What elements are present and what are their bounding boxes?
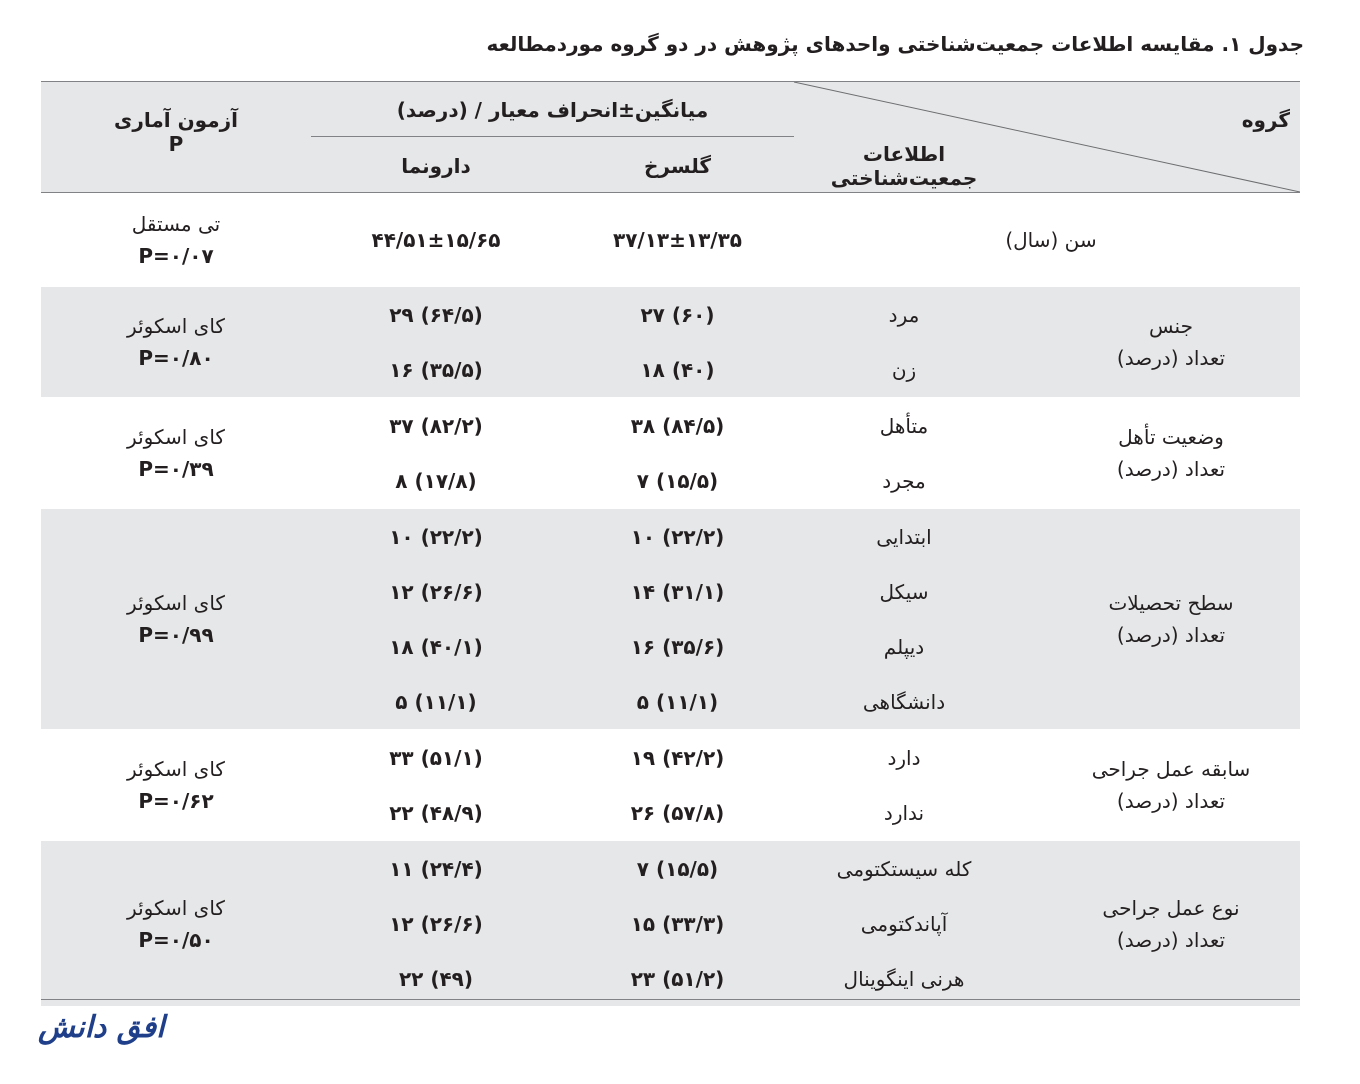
subgroup-label: متأهل xyxy=(879,413,929,438)
subgroup-label: هرنی اینگوینال xyxy=(843,966,965,991)
category-cell xyxy=(1051,753,1291,817)
test-cell xyxy=(41,587,311,651)
p-value: P=۰/۹۹ xyxy=(138,623,214,647)
header-test-p: P xyxy=(168,132,184,156)
test-cell xyxy=(41,753,311,817)
subgroup-label: سیکل xyxy=(879,579,929,604)
category-cell xyxy=(1051,310,1291,374)
placebo-value: ۱۸ (۴۰/۱) xyxy=(389,634,483,659)
golsorkh-value: ۵ (۱۱/۱) xyxy=(636,689,719,714)
header-test-title: آزمون آماری xyxy=(114,108,238,132)
category-label: سطح تحصیلات xyxy=(1108,591,1234,615)
header-subdivider xyxy=(311,136,794,137)
table-block xyxy=(41,286,1300,397)
subgroup-label: دیپلم xyxy=(883,634,925,659)
subgroup-label: ابتدایی xyxy=(876,524,932,549)
placebo-value: ۵ (۱۱/۱) xyxy=(395,689,477,714)
category-sub-label: تعداد (درصد) xyxy=(1116,927,1226,952)
table-block xyxy=(41,193,1300,286)
golsorkh-value: ۷ (۱۵/۵) xyxy=(636,856,719,881)
journal-logo: افق دانش xyxy=(38,1010,165,1045)
golsorkh-value: ۱۹ (۴۲/۲) xyxy=(630,745,725,770)
p-value: P=۰/۰۷ xyxy=(138,244,214,268)
header-group: گروه xyxy=(1241,108,1290,132)
p-value: P=۰/۳۹ xyxy=(138,457,214,481)
subgroup-label: آپاندکتومی xyxy=(860,911,948,936)
placebo-value: ۱۰ (۲۲/۲) xyxy=(389,524,483,549)
demographics-table xyxy=(41,81,1300,1006)
placebo-value: ۳۳ (۵۱/۱) xyxy=(389,745,483,770)
golsorkh-value: ۷ (۱۵/۵) xyxy=(636,468,719,493)
placebo-value: ۲۲ (۴۹) xyxy=(398,966,474,991)
test-cell xyxy=(41,892,311,956)
subgroup-label: دارد xyxy=(887,745,921,770)
category-label: سابقه عمل جراحی xyxy=(1091,757,1251,781)
p-value: P=۰/۵۰ xyxy=(138,927,214,952)
placebo-value: ۲۲ (۴۸/۹) xyxy=(389,800,483,825)
golsorkh-value: ۳۸ (۸۴/۵) xyxy=(630,413,725,438)
subgroup-label: زن xyxy=(891,357,917,382)
header-test xyxy=(41,108,311,156)
subgroup-label: کله سیستکتومی xyxy=(836,856,972,881)
category-cell xyxy=(901,224,1201,256)
placebo-value: ۴۴/۵۱±۱۵/۶۵ xyxy=(371,228,501,252)
test-cell xyxy=(41,310,311,374)
header-mean-sd: میانگین±انحراف معیار / (درصد) xyxy=(396,98,709,122)
table-block xyxy=(41,840,1300,1006)
golsorkh-value: ۲۷ (۶۰) xyxy=(640,302,715,327)
header-demographic: اطلاعات جمعیت‌شناختی xyxy=(830,142,978,190)
placebo-value: ۱۲ (۲۶/۶) xyxy=(389,579,483,604)
placebo-value: ۸ (۱۷/۸) xyxy=(395,468,477,493)
category-label: جنس xyxy=(1149,314,1193,338)
category-label: سن (سال) xyxy=(1005,228,1097,252)
test-name: کای اسکوئر xyxy=(127,314,225,338)
table-header xyxy=(41,81,1300,193)
placebo-value: ۱۲ (۲۶/۶) xyxy=(389,911,483,936)
test-name: کای اسکوئر xyxy=(127,425,225,449)
golsorkh-value: ۱۶ (۳۵/۶) xyxy=(630,634,725,659)
table-body xyxy=(41,193,1300,1006)
category-sub-label: تعداد (درصد) xyxy=(1116,623,1226,647)
table-bottom-rule xyxy=(41,999,1300,1000)
header-golsorkh: گلسرخ xyxy=(643,154,711,178)
table-caption: جدول ۱. مقایسه اطلاعات جمعیت‌شناختی واحدهای پژوهش در دو گروه موردمطالعه xyxy=(486,32,1304,56)
placebo-value: ۱۱ (۲۴/۴) xyxy=(389,856,483,881)
golsorkh-value: ۳۷/۱۳±۱۳/۳۵ xyxy=(612,228,743,252)
test-cell xyxy=(41,208,311,272)
category-sub-label: تعداد (درصد) xyxy=(1116,346,1226,370)
p-value: P=۰/۶۲ xyxy=(138,789,214,813)
golsorkh-value: ۲۳ (۵۱/۲) xyxy=(630,966,725,991)
subgroup-label: مجرد xyxy=(882,468,926,493)
category-sub-label: تعداد (درصد) xyxy=(1116,457,1226,481)
category-sub-label: تعداد (درصد) xyxy=(1116,789,1226,813)
golsorkh-value: ۱۵ (۳۳/۳) xyxy=(630,911,725,936)
placebo-value: ۲۹ (۶۴/۵) xyxy=(389,302,483,327)
test-name: کای اسکوئر xyxy=(127,591,225,615)
test-cell xyxy=(41,421,311,485)
table-block xyxy=(41,729,1300,840)
golsorkh-value: ۱۰ (۲۲/۲) xyxy=(630,524,725,549)
golsorkh-value: ۱۴ (۳۱/۱) xyxy=(630,579,725,604)
category-cell xyxy=(1051,587,1291,651)
golsorkh-value: ۱۸ (۴۰) xyxy=(640,357,715,382)
category-cell xyxy=(1051,892,1291,956)
placebo-value: ۱۶ (۳۵/۵) xyxy=(389,357,483,382)
category-label: نوع عمل جراحی xyxy=(1102,895,1240,920)
subgroup-label: دانشگاهی xyxy=(862,689,946,714)
category-label: وضعیت تأهل xyxy=(1118,425,1224,449)
subgroup-label: ندارد xyxy=(883,800,925,825)
p-value: P=۰/۸۰ xyxy=(138,346,214,370)
test-name: تی مستقل xyxy=(131,212,221,236)
category-cell xyxy=(1051,421,1291,485)
test-name: کای اسکوئر xyxy=(127,895,225,920)
table-block xyxy=(41,397,1300,508)
subgroup-label: مرد xyxy=(888,302,920,327)
placebo-value: ۳۷ (۸۲/۲) xyxy=(389,413,483,438)
table-block xyxy=(41,508,1300,729)
header-placebo: دارونما xyxy=(401,154,471,178)
test-name: کای اسکوئر xyxy=(127,757,225,781)
golsorkh-value: ۲۶ (۵۷/۸) xyxy=(630,800,725,825)
